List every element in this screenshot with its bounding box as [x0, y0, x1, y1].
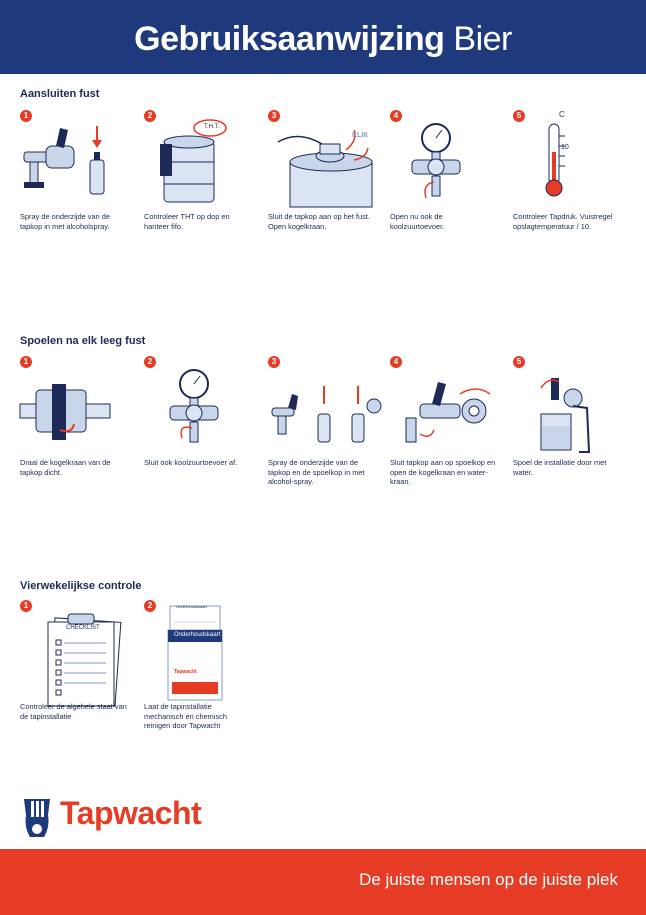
- step-aansluiten-3: [268, 110, 378, 240]
- ball-valve-illustration: [20, 368, 130, 453]
- connect-rinse-head-illustration: [390, 368, 500, 453]
- step-number: 5: [513, 356, 525, 368]
- page-title: [0, 19, 646, 59]
- step-spoelen-1: [20, 356, 130, 496]
- header-banner: [0, 0, 646, 74]
- step-spoelen-5: [513, 356, 623, 496]
- klik-label: KLIK: [352, 132, 369, 139]
- step-caption: Sluit de tapkop aan op het fust. Open kogelkraan.: [268, 212, 370, 231]
- card-brand: Tapwacht: [174, 669, 197, 675]
- step-controle-1: [20, 600, 130, 730]
- section-title-aansluiten: Aansluiten fust: [20, 88, 100, 100]
- checklist-label: CHECKLIST: [66, 625, 100, 631]
- step-caption: Controleer THT op dop en hanteer fifo.: [144, 212, 230, 231]
- step-number: 2: [144, 600, 156, 612]
- card-label: Onderhoudskaart: [174, 632, 221, 638]
- spray-tap-and-rinse-head-illustration: [268, 368, 378, 453]
- step-caption: Controleer Tapdruk. Vuistregel opslagtemperatuur / 10.: [513, 212, 613, 231]
- step-number: 1: [20, 110, 32, 122]
- step-number: 4: [390, 110, 402, 122]
- tap-head-spray-illustration: [20, 122, 130, 207]
- maintenance-card-illustration: [144, 612, 254, 697]
- thermometer-illustration: [513, 122, 623, 207]
- step-caption: Sluit tapkop aan op spoelkop en open de kogelkraan en water-kraan.: [390, 458, 496, 486]
- step-aansluiten-1: [20, 110, 130, 240]
- title-light: Bier: [453, 20, 512, 58]
- step-aansluiten-2: [144, 110, 254, 240]
- thermometer-10: 10: [561, 144, 569, 151]
- step-number: 1: [20, 356, 32, 368]
- co2-close-illustration: [144, 368, 254, 453]
- step-number: 2: [144, 110, 156, 122]
- section-title-spoelen: Spoelen na elk leeg fust: [20, 335, 146, 347]
- co2-regulator-illustration: [390, 122, 500, 207]
- step-caption: Controleer de algehele staat van de tapinstallatie: [20, 702, 127, 721]
- keg-tht-illustration: [144, 122, 254, 207]
- step-caption: Spray de onderzijde van de tapkop in met alcoholspray.: [20, 212, 110, 231]
- footer-slogan: De juiste mensen op de juiste plek: [359, 870, 618, 889]
- step-aansluiten-4: [390, 110, 500, 240]
- step-spoelen-3: [268, 356, 378, 496]
- step-number: 5: [513, 110, 525, 122]
- tapwacht-emblem-icon: [20, 797, 54, 842]
- logo-text: Tapwacht: [60, 795, 202, 831]
- step-caption: Spray de onderzijde van de tapkop en de spoelkop in met alcohol-spray.: [268, 458, 365, 486]
- step-number: 2: [144, 356, 156, 368]
- step-number: 1: [20, 600, 32, 612]
- step-caption: Sluit ook koolzuurtoevoer af.: [144, 458, 238, 467]
- step-controle-2: [144, 600, 254, 730]
- step-caption: Open nu ook de koolzuurtoevoer.: [390, 212, 445, 231]
- card-small-label: Onderhoudskaart: [176, 604, 207, 609]
- thermometer-unit: C: [559, 110, 565, 119]
- step-number: 3: [268, 110, 280, 122]
- step-spoelen-4: [390, 356, 500, 496]
- step-caption: Spoel de installatie door met water.: [513, 458, 607, 477]
- step-number: 4: [390, 356, 402, 368]
- step-caption: Laat de tapinstallatie mechanisch en chemisch reinigen door Tapwacht: [144, 702, 227, 730]
- title-bold: Gebruiksaanwijzing: [134, 20, 445, 58]
- rinse-water-illustration: [513, 368, 623, 453]
- section-title-vierwekelijks: Vierwekelijkse controle: [20, 580, 142, 592]
- step-spoelen-2: [144, 356, 254, 496]
- step-aansluiten-5: [513, 110, 623, 240]
- tapwacht-logo: [20, 797, 240, 842]
- footer-banner: [0, 849, 646, 915]
- tht-label: T.H.T.: [204, 124, 220, 130]
- step-caption: Draai de kogelkraan van de tapkop dicht.: [20, 458, 111, 477]
- step-number: 3: [268, 356, 280, 368]
